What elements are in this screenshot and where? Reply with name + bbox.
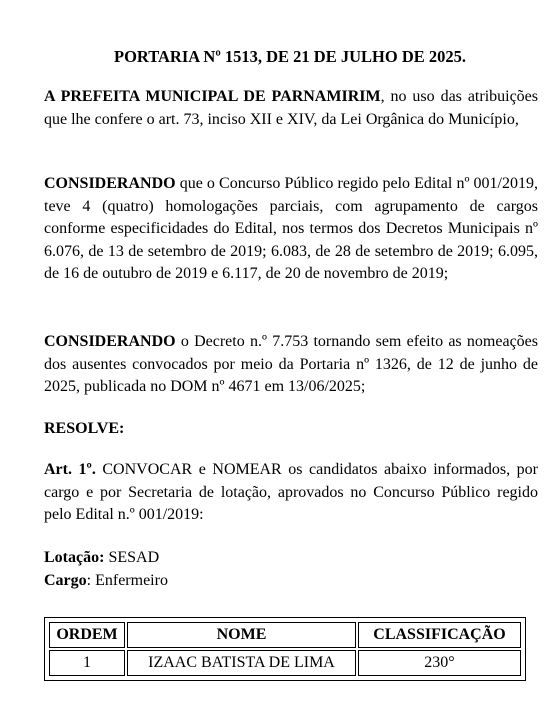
lotacao-value: SESAD — [104, 549, 160, 566]
candidates-table — [47, 620, 523, 678]
table-row — [49, 650, 521, 676]
preamble-text: , no uso das atribuições que lhe confere o art. 73, inciso XII e XIV, da Lei Orgânica do Município, — [44, 88, 539, 128]
considerando-2-bold: CONSIDERANDO — [44, 333, 176, 350]
lotacao-label: Lotação: — [44, 549, 105, 566]
header-ordem: ORDEM — [49, 622, 125, 648]
resolve-heading — [44, 418, 538, 441]
preamble-bold: A PREFEITA MUNICIPAL DE PARNAMIRIM — [44, 88, 381, 105]
document-title: PORTARIA Nº 1513, DE 21 DE JULHO DE 2025. — [113, 47, 466, 66]
candidates-table-frame — [44, 617, 526, 681]
considerando-2-text: o Decreto n.º 7.753 tornando sem efeito as nomeações dos ausentes convocados por meio da Portaria nº 1326, de 12 de junho de 2025, publicada no DOM nº 4671 em 13/06/2025; — [44, 333, 538, 395]
article-1-text: CONVOCAR e NOMEAR os candidatos abaixo informados, por cargo e por Secretaria de lotação, aprovados no Concurso Público regido pelo Edital n.º 001/2019: — [44, 461, 538, 523]
cargo-value: : Enfermeiro — [86, 571, 168, 589]
assignment-block — [44, 547, 538, 592]
cell-ordem: 1 — [49, 650, 125, 676]
considerando-1-text: que o Concurso Público regido pelo Edital nº 001/2019, teve 4 (quatro) homologações parciais, com agrupamento de cargos conforme especificidades do Edital, nos termos dos Decretos Municipais nº 6.076, de 13 de setembro de 2019; 6.083, de 28 de setembro de 2019; 6.095, de 16 de outubro de 2019 e 6.117, de 20 de novembro de 2019; — [44, 175, 538, 282]
article-1-paragraph — [44, 459, 538, 527]
resolve-text: RESOLVE: — [44, 420, 125, 437]
considerando-paragraph-1 — [44, 173, 538, 286]
cell-nome: IZAAC BATISTA DE LIMA — [127, 650, 356, 676]
considerando-paragraph-2 — [44, 331, 538, 399]
considerando-1-bold: CONSIDERANDO — [44, 175, 176, 192]
cell-classificacao: 230° — [358, 650, 521, 676]
header-classificacao: CLASSIFICAÇÃO — [358, 622, 521, 648]
article-1-bold: Art. 1º. — [44, 461, 96, 478]
table-header-row — [49, 622, 521, 648]
preamble-paragraph — [44, 86, 538, 131]
cargo-label: Cargo — [44, 571, 87, 589]
header-nome: NOME — [127, 622, 356, 648]
